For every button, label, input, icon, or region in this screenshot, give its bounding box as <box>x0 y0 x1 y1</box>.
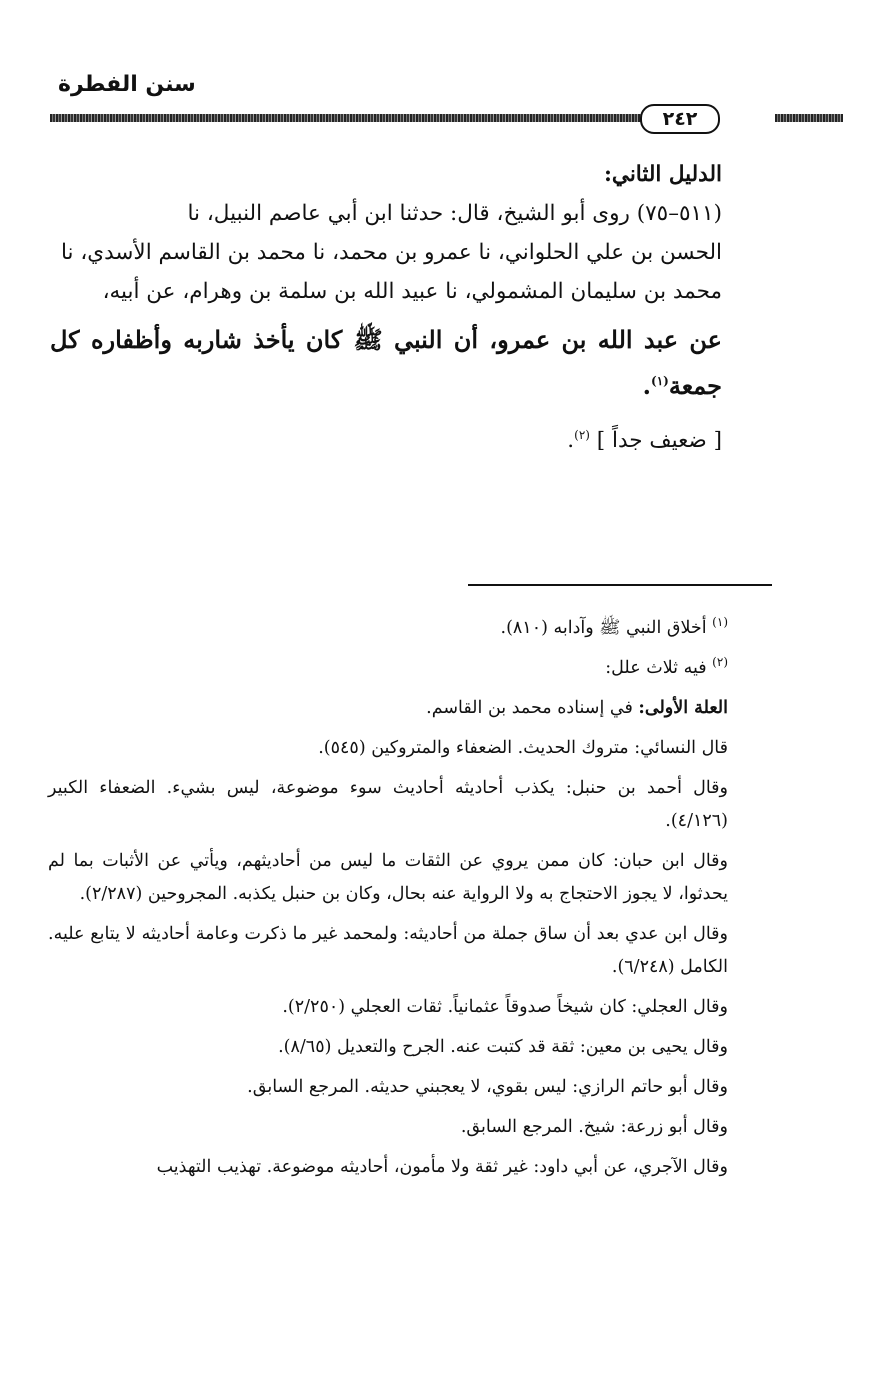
ajurri-quote: وقال الآجري، عن أبي داود: غير ثقة ولا مأمون، أحاديثه موضوعة. تهذيب التهذيب <box>156 1157 728 1177</box>
ibn-adi-quote: وقال ابن عدي بعد أن ساق جملة من أحاديثه: ولمحمد غير ما ذكرت وعامة أحاديثه لا يتابع عليه. الكامل (٦/٢٤٨). <box>48 924 728 977</box>
page-number: ٢٤٢ <box>640 104 720 134</box>
isnad-line-3: محمد بن سليمان المشمولي، نا عبيد الله بن سلمة بن وهرام، عن أبيه، <box>102 279 722 304</box>
nasai-quote: قال النسائي: متروك الحديث. الضعفاء والمتروكين (٥٤٥). <box>318 738 728 758</box>
running-title: سنن الفطرة <box>58 72 196 97</box>
footnote-1-text: أخلاق النبي ﷺ وآدابه (٨١٠). <box>500 618 707 638</box>
isnad-line-1: (٥١١–٧٥) روى أبو الشيخ، قال: حدثنا ابن أبي عاصم النبيل، نا <box>187 201 722 226</box>
abu-hatim-quote: وقال أبو حاتم الرازي: ليس بقوي، لا يعجبني حديثه. المرجع السابق. <box>247 1077 728 1097</box>
ahmad-quote: وقال أحمد بن حنبل: يكذب أحاديثه أحاديث سوء موضوعة، ليس بشيء. الضعفاء الكبير (٤/١٢٦). <box>48 778 728 831</box>
hadith-grade <box>50 421 722 460</box>
abu-zura-quote: وقال أبو زرعة: شيخ. المرجع السابق. <box>460 1117 728 1137</box>
illa-1-label: العلة الأولى: <box>638 698 728 718</box>
footnote-2 <box>48 652 774 685</box>
footnote-divider <box>468 584 772 586</box>
footnote-2-text: فيه ثلاث علل: <box>605 658 707 678</box>
hadith-text <box>50 317 722 409</box>
ibn-hibban-quote: وقال ابن حبان: كان ممن يروي عن الثقات ما ليس من أحاديثهم، ويأتي عن الأثبات بما لم يحدثوا، لا يجوز الاحتجاج به ولا الرواية عنه بحال، وكان بن حنبل يكذبه. المجروحين (٢/٢٨٧). <box>48 851 728 904</box>
footnote-2-marker: (٢) <box>712 655 728 670</box>
grade-end: . <box>567 428 575 453</box>
header-rule-right <box>775 114 843 122</box>
isnad-line-2: الحسن بن علي الحلواني، نا عمرو بن محمد، نا محمد بن القاسم الأسدي، نا <box>61 240 722 265</box>
header-rule-left <box>50 114 697 122</box>
footnotes <box>48 612 774 1191</box>
hadith-matn: عن عبد الله بن عمرو، أن النبي ﷺ كان يأخذ شاربه وأظفاره كل جمعة <box>50 325 722 400</box>
footnote-ref-2[interactable]: (٢) <box>574 427 590 442</box>
main-text <box>50 155 722 460</box>
ijli-quote: وقال العجلي: كان شيخاً صدوقاً عثمانياً. ثقات العجلي (٢/٢٥٠). <box>282 997 728 1017</box>
footnote-1 <box>48 612 774 645</box>
page-header <box>40 70 843 130</box>
section-heading: الدليل الثاني: <box>603 162 722 187</box>
illa-1-text: في إسناده محمد بن القاسم. <box>426 698 633 718</box>
hadith-end: . <box>642 371 652 400</box>
grade-label: [ ضعيف جداً ] <box>596 428 722 453</box>
footnote-1-marker: (١) <box>712 615 728 630</box>
illa-1 <box>48 692 774 725</box>
ibn-maeen-quote: وقال يحيى بن معين: ثقة قد كتبت عنه. الجرح والتعديل (٨/٦٥). <box>278 1037 728 1057</box>
footnote-ref-1[interactable]: (١) <box>651 374 669 388</box>
